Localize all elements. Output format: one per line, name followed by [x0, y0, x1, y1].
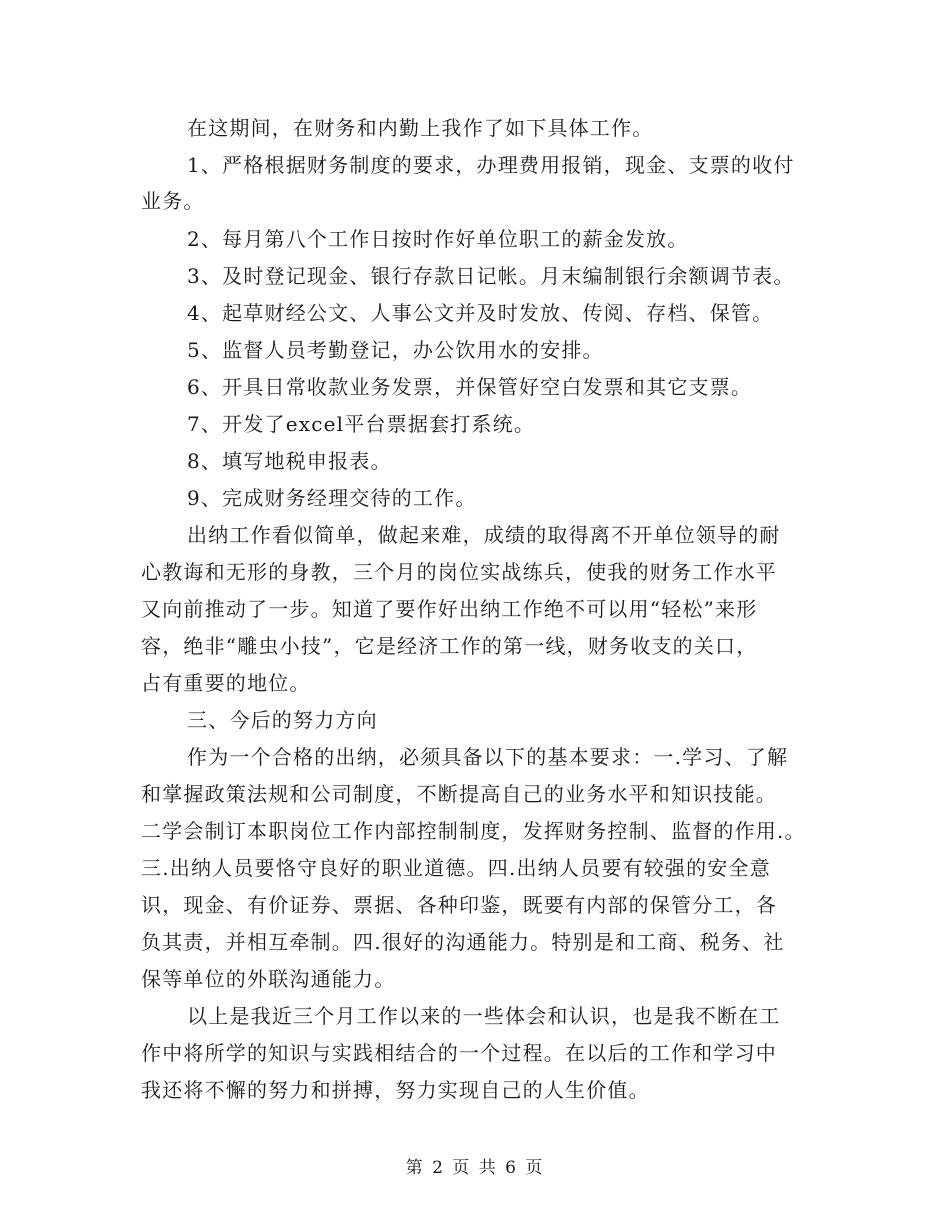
paragraph-line: 负其责，并相互牵制。四.很好的沟通能力。特别是和工商、税务、社	[141, 930, 785, 954]
list-item-5: 5、监督人员考勤登记，办公饮用水的安排。	[187, 338, 604, 362]
paragraph-line: 又向前推动了一步。知道了要作好出纳工作绝不可以用“轻松”来形	[141, 597, 758, 621]
paragraph-line: 容，绝非“雕虫小技”，它是经济工作的第一线，财务收支的关口，	[141, 634, 758, 658]
list-item-6: 6、开具日常收款业务发票，并保管好空白发票和其它支票。	[187, 375, 753, 399]
paragraph-line: 出纳工作看似简单，做起来难，成绩的取得离不开单位领导的耐	[187, 523, 781, 547]
list-item-7: 7、开发了excel平台票据套打系统。	[187, 412, 536, 436]
paragraph-line: 以上是我近三个月工作以来的一些体会和认识，也是我不断在工	[187, 1004, 781, 1028]
list-item-1-continued: 业务。	[141, 189, 205, 213]
paragraph-line: 我还将不懈的努力和拼搏，努力实现自己的人生价值。	[141, 1078, 650, 1102]
list-item-4: 4、起草财经公文、人事公文并及时发放、传阅、存档、保管。	[187, 301, 774, 325]
section-heading: 三、今后的努力方向	[187, 708, 378, 732]
list-item-9: 9、完成财务经理交待的工作。	[187, 486, 477, 510]
paragraph-line: 识，现金、有价证券、票据、各种印鉴，既要有内部的保管分工，各	[141, 893, 777, 917]
paragraph-line: 作为一个合格的出纳，必须具备以下的基本要求：一.学习、了解	[187, 745, 789, 769]
paragraph-line: 保等单位的外联沟通能力。	[141, 967, 396, 991]
list-item-2: 2、每月第八个工作日按时作好单位职工的薪金发放。	[187, 227, 689, 251]
paragraph-line: 三.出纳人员要恪守良好的职业道德。四.出纳人员要有较强的安全意	[141, 856, 771, 880]
paragraph-line: 作中将所学的知识与实践相结合的一个过程。在以后的工作和学习中	[141, 1041, 777, 1065]
paragraph-line: 在这期间，在财务和内勤上我作了如下具体工作。	[187, 116, 654, 140]
page-number: 第 2 页 共 6 页	[405, 1158, 545, 1178]
list-item-3: 3、及时登记现金、银行存款日记帐。月末编制银行余额调节表。	[187, 264, 795, 288]
paragraph-line: 占有重要的地位。	[141, 671, 311, 695]
paragraph-line: 和掌握政策法规和公司制度，不断提高自己的业务水平和知识技能。	[141, 782, 777, 806]
list-item-8: 8、填写地税申报表。	[187, 449, 392, 473]
list-item-1: 1、严格根据财务制度的要求，办理费用报销，现金、支票的收付	[187, 153, 795, 177]
paragraph-line: 心教诲和无形的身教，三个月的岗位实战练兵，使我的财务工作水平	[141, 560, 777, 584]
paragraph-line: 二学会制订本职岗位工作内部控制制度，发挥财务控制、监督的作用.。	[141, 819, 806, 843]
